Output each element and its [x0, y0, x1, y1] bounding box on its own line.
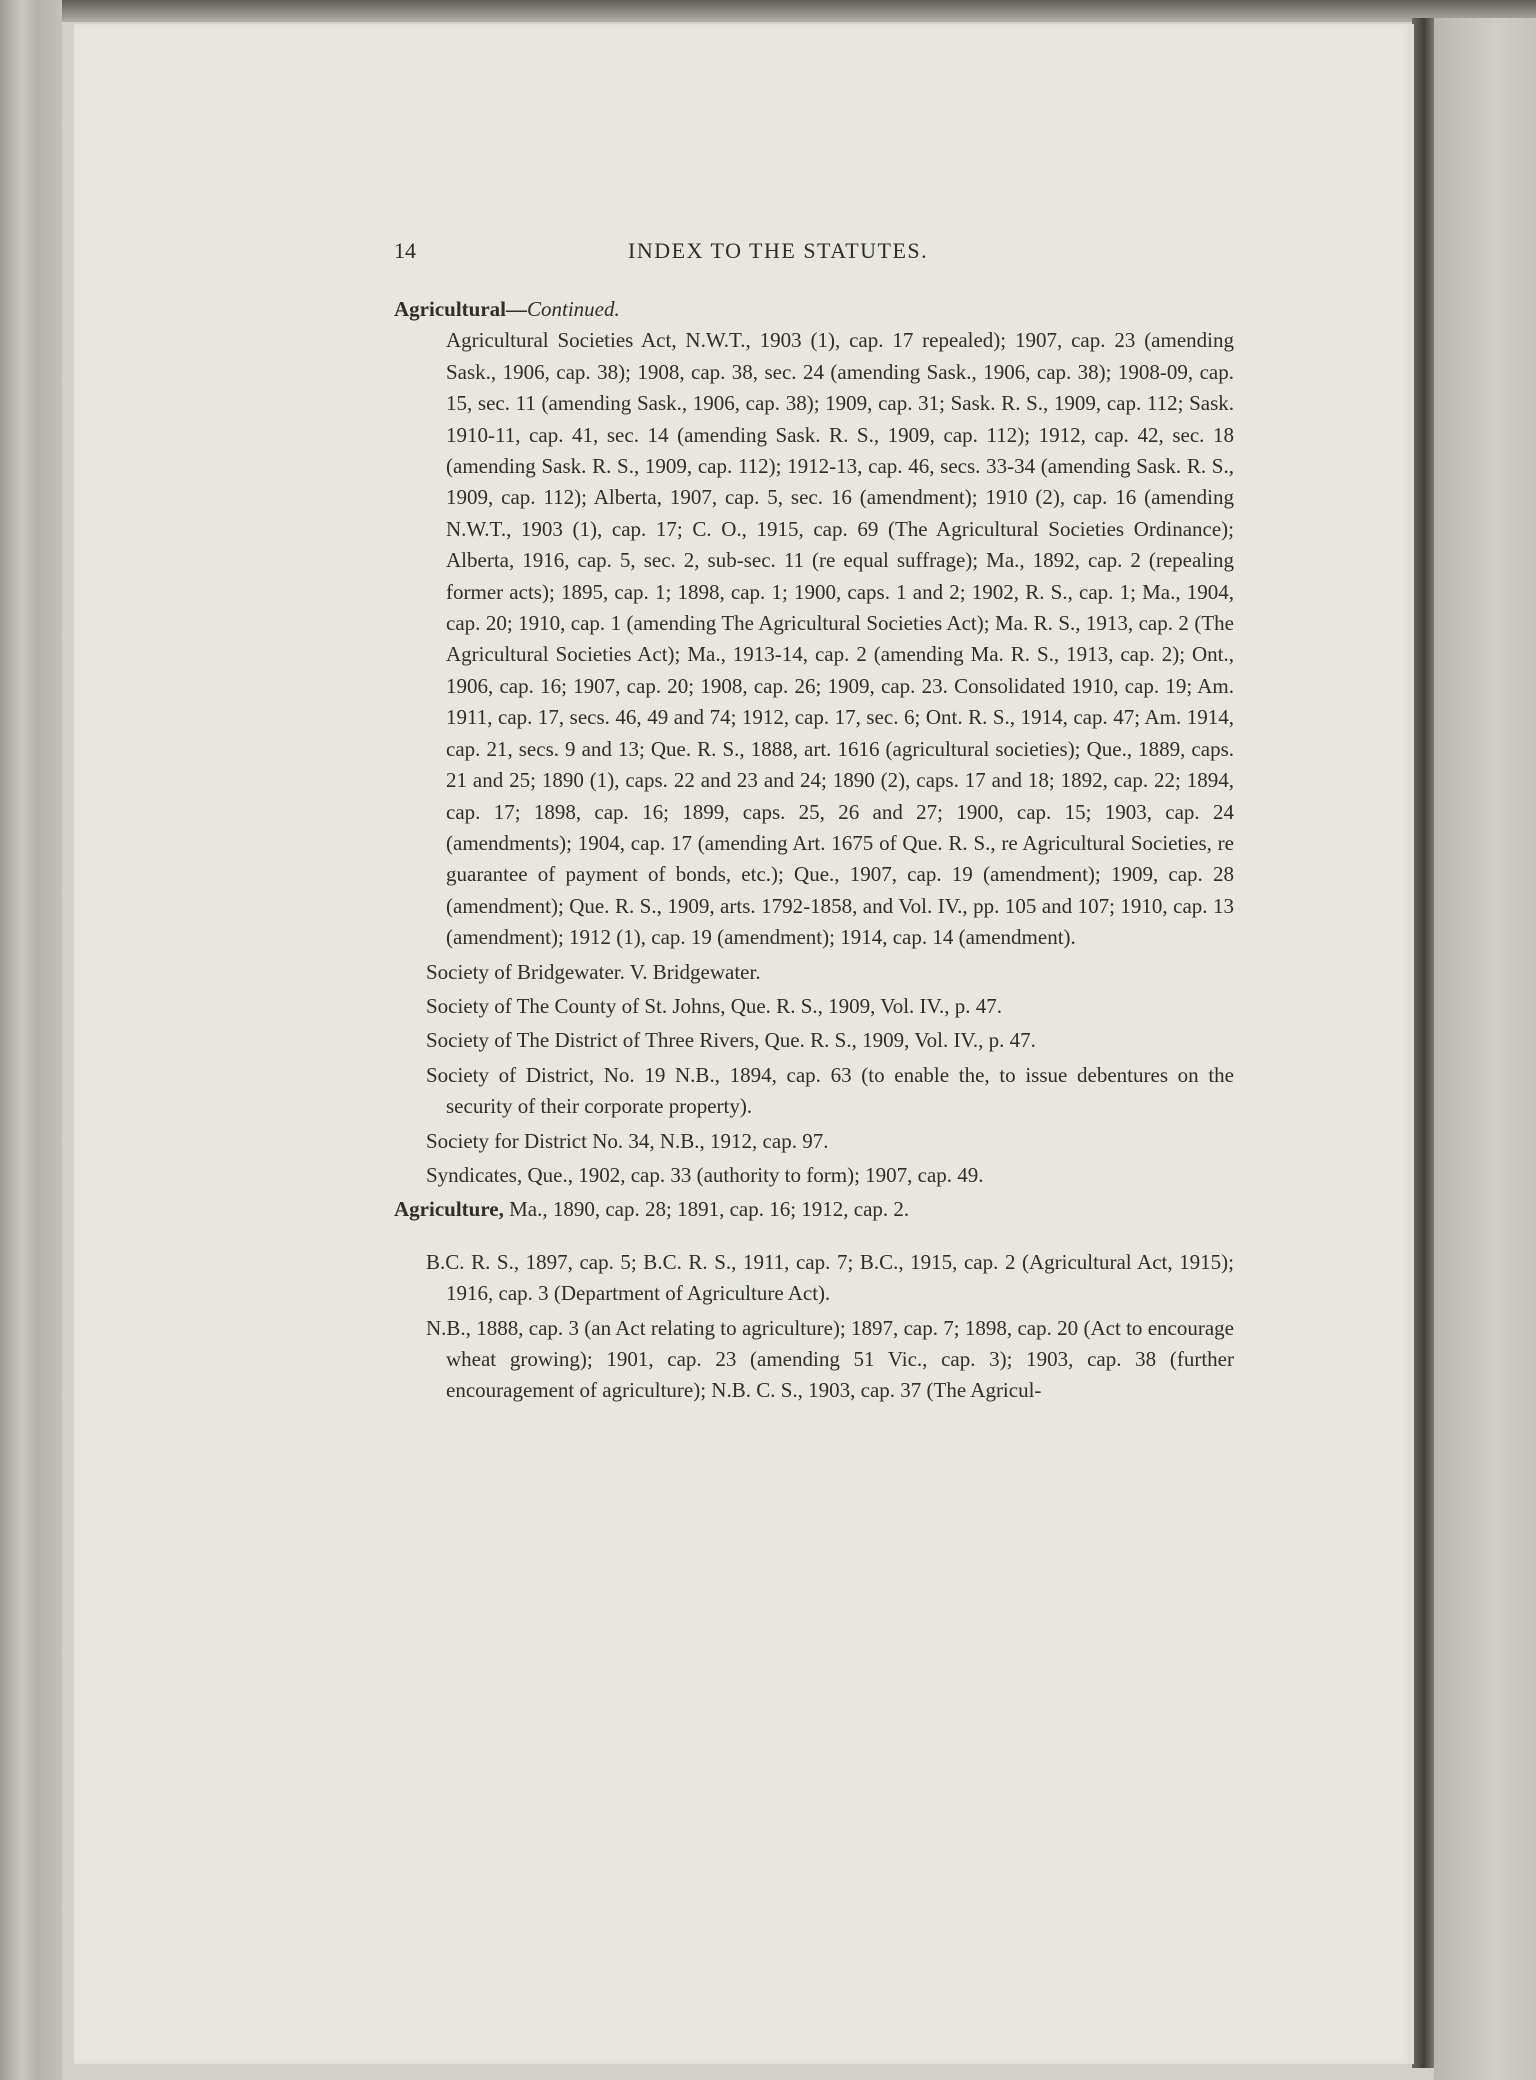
running-head: INDEX TO THE STATUTES. — [628, 238, 929, 263]
heading-agricultural — [394, 294, 1234, 325]
entry-society-district-19: Society of District, No. 19 N.B., 1894, cap. 63 (to enable the, to issue debentures on the security of their corporate property). — [426, 1062, 1234, 1119]
entry-agricultural-societies-act: Agricultural Societies Act, N.W.T., 1903 (1), cap. 17 repealed); 1907, cap. 23 (amending Sask., 1906, cap. 38); 1908, cap. 38, sec. 24 (amending Sask., 1906, cap. 38); 1908-09, cap. 15, sec. 11 (amending Sask., 1906, cap. 38); 1909, cap. 31; Sask. R. S., 1909, cap. 112; Sask. 1910-11, cap. 41, sec. 14 (amending Sask. R. S., 1909, cap. 112); 1912, cap. 42, sec. 18 (amending Sask. R. S., 1909, cap. 112); 1912-13, cap. 46, secs. 33-34 (amending Sask. R. S., 1909, cap. 112); Alberta, 1907, cap. 5, sec. 16 (amendment); 1910 (2), cap. 16 (amending N.W.T., 1903 (1), cap. 17; C. O., 1915, cap. 69 (The Agricultural Societies Ordinance); Alberta, 1916, cap. 5, sec. 2, sub-sec. 11 (re equal suffrage); Ma., 1892, cap. 2 (repealing former acts); 1895, cap. 1; 1898, cap. 1; 1900, caps. 1 and 2; 1902, R. S., cap. 1; Ma., 1904, cap. 20; 1910, cap. 1 (amending The Agricultural Societies Act); Ma. R. S., 1913, cap. 2 (The Agricultural Societies Act); Ma., 1913-14, cap. 2 (amending Ma. R. S., 1913, cap. 2); Ont., 1906, cap. 16; 1907, cap. 20; 1908, cap. 26; 1909, cap. 23. Consolidated 1910, cap. 19; Am. 1911, cap. 17, secs. 46, 49 and 74; 1912, cap. 17, sec. 6; Ont. R. S., 1914, cap. 47; Am. 1914, cap. 21, secs. 9 and 13; Que. R. S., 1888, art. 1616 (agricultural societies); Que., 1889, caps. 21 and 25; 1890 (1), caps. 22 and 23 and 24; 1890 (2), caps. 17 and 18; 1892, cap. 22; 1894, cap. 17; 1898, cap. 16; 1899, caps. 25, 26 and 27; 1900, cap. 15; 1903, cap. 24 (amendments); 1904, cap. 17 (amending Art. 1675 of Que. R. S., re Agricultural Societies, re guarantee of payment of bonds, etc.); Que., 1907, cap. 19 (amendment); 1909, cap. 28 (amendment); Que. R. S., 1909, arts. 1792-1858, and Vol. IV., pp. 105 and 107; 1910, cap. 13 (amendment); 1912 (1), cap. 19 (amendment); 1914, cap. 14 (amendment). — [446, 328, 1234, 950]
book-edge-top — [0, 0, 1536, 22]
entry-society-three-rivers: Society of The District of Three Rivers, Que. R. S., 1909, Vol. IV., p. 47. — [426, 1028, 1036, 1053]
heading-agriculture — [394, 1194, 1234, 1225]
heading-continued: Continued. — [526, 297, 620, 321]
entry-agriculture-bc: B.C. R. S., 1897, cap. 5; B.C. R. S., 1911, cap. 7; B.C., 1915, cap. 2 (Agricultural Act, 1915); 1916, cap. 3 (Department of Agriculture Act). — [426, 1249, 1234, 1306]
entry-syndicates: Syndicates, Que., 1902, cap. 33 (authority to form); 1907, cap. 49. — [426, 1162, 984, 1187]
entry-society-district-34: Society for District No. 34, N.B., 1912, cap. 97. — [426, 1128, 829, 1153]
page-number: 14 — [394, 238, 416, 263]
index-content — [394, 294, 1234, 1407]
heading-agricultural-label: Agricultural— — [394, 297, 527, 321]
book-page — [74, 24, 1414, 2064]
next-page-edge — [1434, 18, 1536, 2080]
entry-agriculture-nb: N.B., 1888, cap. 3 (an Act relating to agriculture); 1897, cap. 7; 1898, cap. 20 (Act to encourage wheat growing); 1901, cap. 23 (amending 51 Vic., cap. 3); 1903, cap. 38 (further encouragement of agriculture); N.B. C. S., 1903, cap. 37 (The Agricul- — [426, 1315, 1234, 1403]
book-cover-edge — [0, 0, 62, 2080]
entry-society-st-johns: Society of The County of St. Johns, Que. R. S., 1909, Vol. IV., p. 47. — [426, 993, 1002, 1018]
page-gutter — [1412, 18, 1434, 2068]
page-header — [74, 238, 1414, 278]
entry-society-bridgewater: Society of Bridgewater. V. Bridgewater. — [426, 959, 761, 984]
heading-agriculture-label: Agriculture, — [394, 1197, 504, 1222]
heading-agriculture-refs: Ma., 1890, cap. 28; 1891, cap. 16; 1912, cap. 2. — [509, 1197, 910, 1222]
